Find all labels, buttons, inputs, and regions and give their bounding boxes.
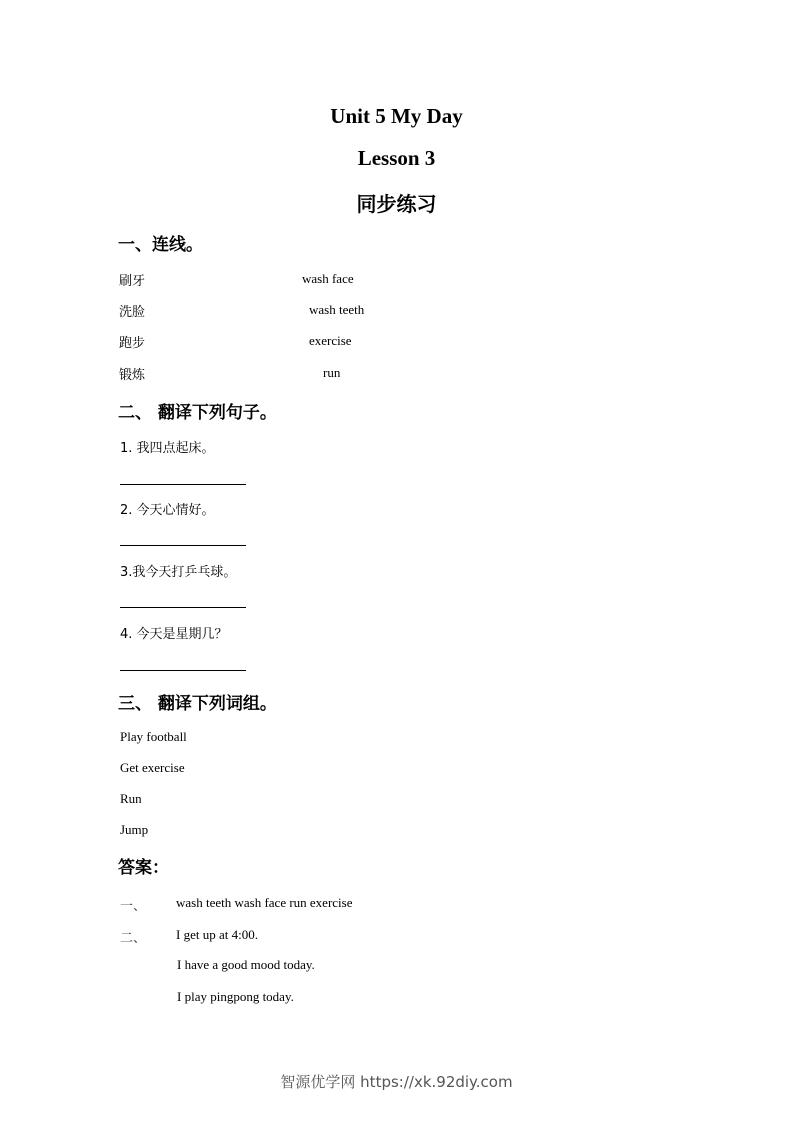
answer-2-line: I have a good mood today. — [177, 957, 315, 972]
answer-1-label: 一、 — [120, 899, 147, 914]
page-title: Unit 5 My Day — [330, 104, 463, 128]
answer-2-line: I get up at 4:00. — [176, 927, 258, 942]
phrase-item: Jump — [120, 822, 149, 837]
match-left-item: 洗脸 — [119, 305, 146, 320]
phrase-item: Get exercise — [120, 760, 185, 775]
sentence-item: 1. 我四点起床。 — [120, 441, 215, 456]
section-1-heading: 一、连线。 — [118, 235, 203, 255]
answer-2-line: I play pingpong today. — [177, 989, 294, 1004]
section-2-heading: 二、 翻译下列句子。 — [118, 403, 277, 423]
match-left-item: 刷牙 — [119, 274, 146, 289]
lesson-title: Lesson 3 — [357, 146, 436, 170]
phrase-item: Play football — [120, 729, 187, 744]
page-subtitle: 同步练习 — [356, 192, 437, 216]
answer-1-text: wash teeth wash face run exercise — [176, 895, 353, 910]
match-right-item: exercise — [309, 333, 352, 348]
match-right-item: run — [323, 365, 341, 380]
match-left-item: 锻炼 — [119, 368, 146, 383]
answer-blank-line — [120, 545, 246, 546]
answers-heading: 答案： — [118, 858, 169, 878]
answer-blank-line — [120, 607, 246, 608]
match-right-item: wash teeth — [309, 302, 365, 317]
section-3-heading: 三、 翻译下列词组。 — [118, 694, 277, 714]
answer-blank-line — [120, 484, 246, 485]
answer-blank-line — [120, 670, 246, 671]
sentence-item: 3.我今天打乒乓球。 — [120, 565, 237, 580]
sentence-item: 2. 今天心情好。 — [120, 503, 215, 518]
phrase-item: Run — [120, 791, 142, 806]
match-left-item: 跑步 — [119, 336, 146, 351]
match-right-item: wash face — [302, 271, 354, 286]
footer-watermark: 智源优学网 https://xk.92diy.com — [280, 1073, 513, 1091]
sentence-item: 4. 今天是星期几？ — [120, 627, 228, 642]
answer-2-label: 二、 — [120, 931, 147, 946]
